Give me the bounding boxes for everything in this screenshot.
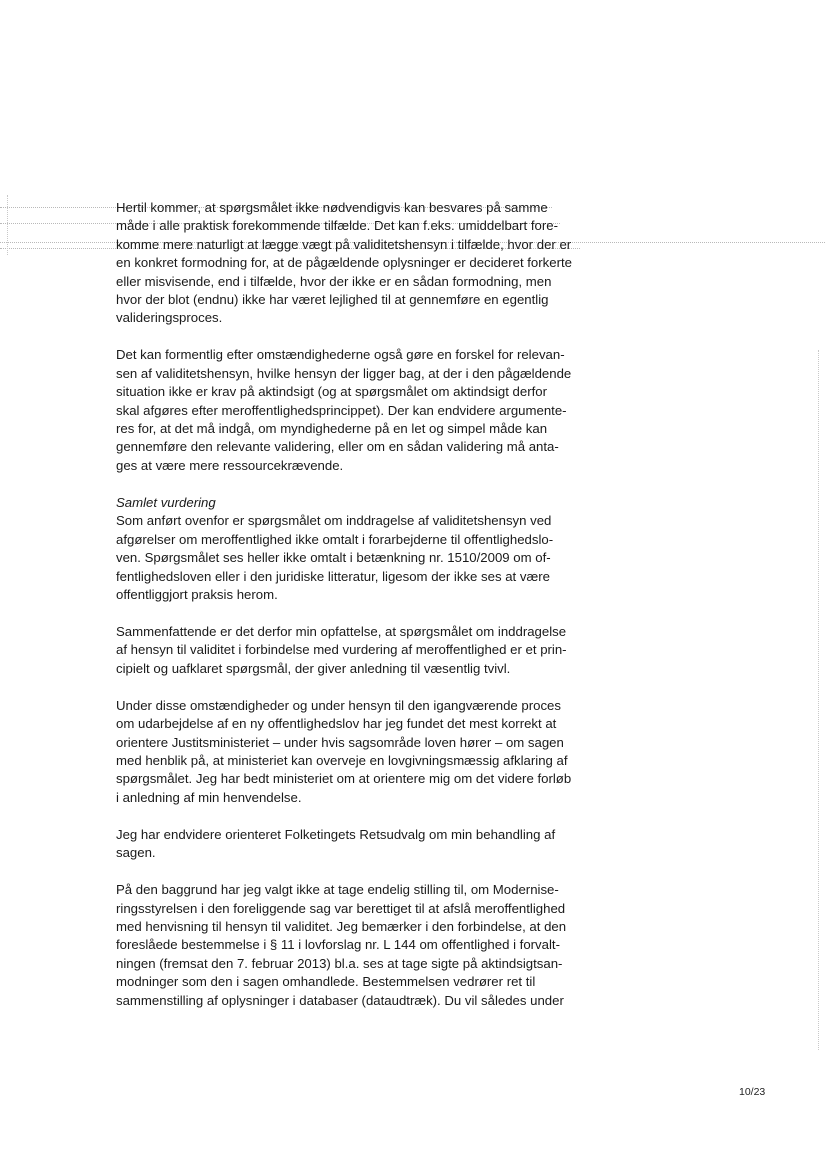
- text-line: afgørelser om meroffentlighed ikke omtalt i forarbejderne til offentlighedslo-: [116, 531, 554, 547]
- paragraph: [116, 623, 588, 678]
- text-line: valideringsproces.: [116, 310, 223, 326]
- text-line: i anledning af min henvendelse.: [116, 789, 302, 805]
- text-line: med henvisning til hensyn til validitet. Jeg bemærker i den forbindelse, at den: [116, 918, 567, 934]
- text-line: res for, at det må indgå, om myndighederne på en let og simpel måde kan: [116, 421, 548, 437]
- text-line: Det kan formentlig efter omstændighederne også gøre en forskel for relevan-: [116, 347, 565, 363]
- text-line: Under disse omstændigheder og under hensyn til den igangværende proces: [116, 697, 561, 713]
- text-line: orientere Justitsministeriet – under hvis sagsområde loven hører – om sagen: [116, 734, 564, 750]
- scan-artifact-edge: [818, 350, 819, 1050]
- text-line: måde i alle praktisk forekommende tilfælde. Det kan f.eks. umiddelbart fore-: [116, 218, 558, 234]
- paragraph: [116, 826, 588, 863]
- page-number: 10/23: [739, 1086, 766, 1098]
- text-line: spørgsmålet. Jeg har bedt ministeriet om at orientere mig om det videre forløb: [116, 771, 572, 787]
- paragraph: [116, 346, 588, 475]
- text-line: om udarbejdelse af en ny offentlighedslov har jeg fundet det mest korrekt at: [116, 716, 557, 732]
- text-line: med henblik på, at ministeriet kan overveje en lovgivningsmæssig afklaring af: [116, 752, 568, 768]
- text-line: komme mere naturligt at lægge vægt på validitetshensyn i tilfælde, hvor der er: [116, 236, 572, 252]
- text-line: cipielt og uafklaret spørgsmål, der giver anledning til væsentlig tvivl.: [116, 660, 511, 676]
- text-line: sen af validitetshensyn, hvilke hensyn der ligger bag, at der i den pågældende: [116, 365, 572, 381]
- paragraph: [116, 199, 588, 328]
- text-line: ven. Spørgsmålet ses heller ikke omtalt i betænkning nr. 1510/2009 om of-: [116, 550, 551, 566]
- text-line: ringsstyrelsen i den foreliggende sag var berettiget til at afslå meroffentlighed: [116, 900, 566, 916]
- scan-artifact-edge: [7, 195, 8, 255]
- paragraph: [116, 881, 588, 1010]
- text-line: skal afgøres efter meroffentlighedsprincippet). Der kan endvidere argumente-: [116, 402, 567, 418]
- text-line: Hertil kommer, at spørgsmålet ikke nødvendigvis kan besvares på samme: [116, 200, 548, 215]
- text-line: Som anført ovenfor er spørgsmålet om inddragelse af validitetshensyn ved: [116, 513, 552, 529]
- text-line: hvor der blot (endnu) ikke har været lejlighed til at gennemføre en egentlig: [116, 292, 549, 308]
- text-line: ningen (fremsat den 7. februar 2013) bl.a. ses at tage sigte på aktindsigtsan-: [116, 955, 563, 971]
- text-line: Sammenfattende er det derfor min opfattelse, at spørgsmålet om inddragelse: [116, 623, 567, 639]
- paragraph: [116, 512, 588, 604]
- text-line: af hensyn til validitet i forbindelse med vurdering af meroffentlighed er et prin-: [116, 642, 567, 658]
- paragraph: [116, 697, 588, 807]
- text-line: fentlighedsloven eller i den juridiske litteratur, ligesom der ikke ses at være: [116, 568, 550, 584]
- text-line: situation ikke er krav på aktindsigt (og at spørgsmålet om aktindsigt derfor: [116, 384, 547, 400]
- text-line: eller misvisende, end i tilfælde, hvor der ikke er en sådan formodning, men: [116, 273, 552, 289]
- text-line: sagen.: [116, 845, 156, 861]
- document-body: [116, 199, 588, 1010]
- text-line: sammenstilling af oplysninger i databaser (dataudtræk). Du vil således under: [116, 992, 564, 1008]
- text-line: offentliggjort praksis herom.: [116, 586, 278, 602]
- text-line: gennemføre den relevante validering, eller om en sådan validering må anta-: [116, 439, 559, 455]
- text-line: foreslåede bestemmelse i § 11 i lovforslag nr. L 144 om offentlighed i forvalt-: [116, 937, 560, 953]
- text-line: Jeg har endvidere orienteret Folketingets Retsudvalg om min behandling af: [116, 826, 556, 842]
- text-line: ges at være mere ressourcekrævende.: [116, 457, 344, 473]
- text-line: På den baggrund har jeg valgt ikke at tage endelig stilling til, om Modernise-: [116, 882, 559, 898]
- text-line: modninger som den i sagen omhandlede. Bestemmelsen vedrører ret til: [116, 974, 536, 990]
- text-line: en konkret formodning for, at de pågældende oplysninger er decideret forkerte: [116, 255, 572, 271]
- section-heading: Samlet vurdering: [116, 494, 216, 510]
